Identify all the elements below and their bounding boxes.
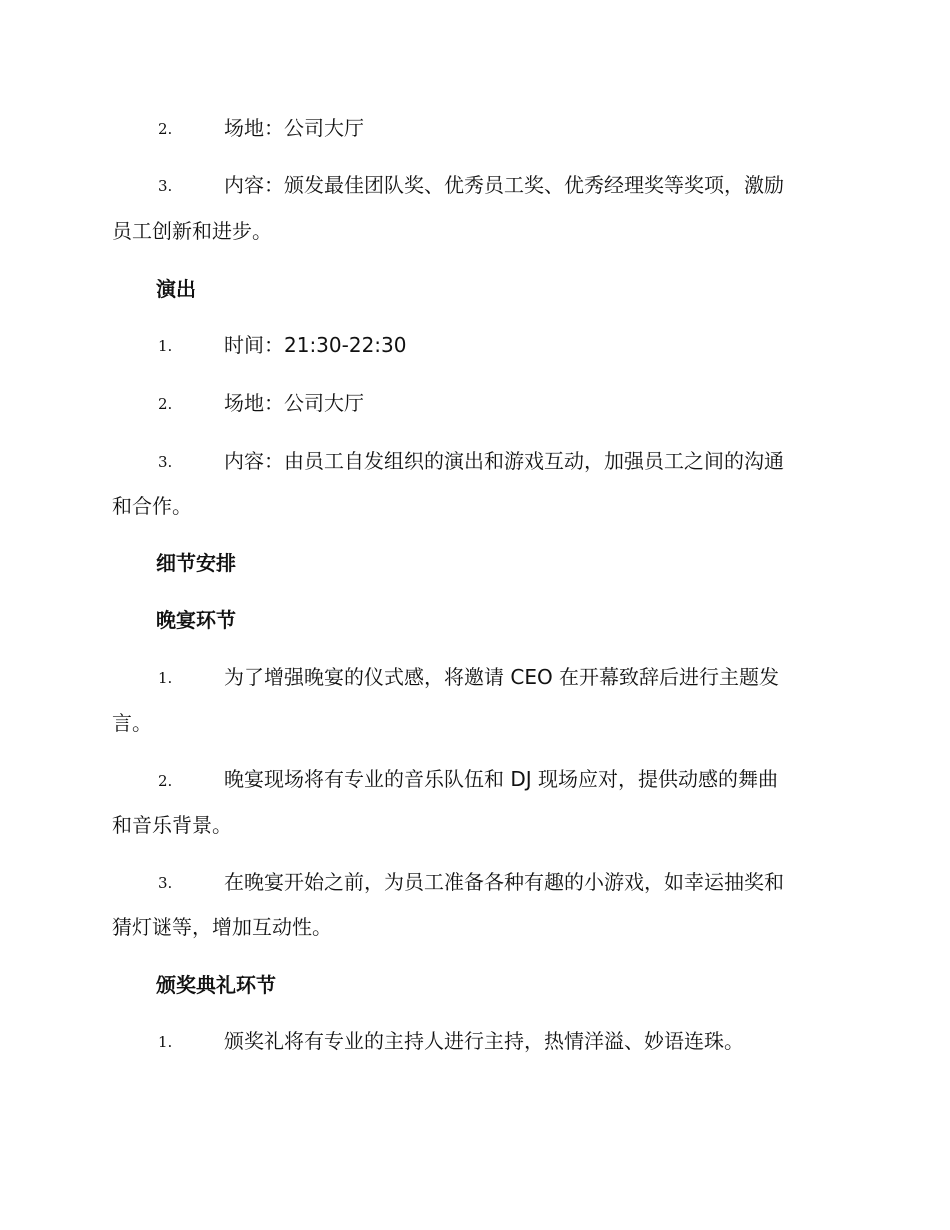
list-number: 2. [158, 772, 173, 790]
list-number: 2. [158, 120, 173, 138]
list-item-text: 内容：颁发最佳团队奖、优秀员工奖、优秀经理奖等奖项，激励 [224, 173, 784, 197]
list-item-text: 在晚宴开始之前，为员工准备各种有趣的小游戏，如幸运抽奖和 [224, 870, 784, 894]
list-item-text: 场地：公司大厅 [224, 391, 364, 415]
section-heading-banquet: 晚宴环节 [156, 608, 236, 632]
list-item-continuation: 和音乐背景。 [112, 813, 232, 837]
list-item-text: 时间：21:30-22:30 [224, 333, 407, 357]
list-item-text: 内容：由员工自发组织的演出和游戏互动，加强员工之间的沟通 [224, 449, 784, 473]
list-item-text: 为了增强晚宴的仪式感，将邀请 CEO 在开幕致辞后进行主题发 [224, 665, 780, 689]
list-item-text: 晚宴现场将有专业的音乐队伍和 DJ 现场应对，提供动感的舞曲 [224, 767, 779, 791]
list-number: 1. [158, 337, 173, 355]
list-item-continuation: 猜灯谜等，增加互动性。 [112, 915, 332, 939]
section-heading-performance: 演出 [156, 277, 196, 301]
list-number: 3. [158, 453, 173, 471]
list-item-continuation: 言。 [112, 711, 152, 735]
section-heading-ceremony: 颁奖典礼环节 [156, 973, 276, 997]
list-item-continuation: 员工创新和进步。 [112, 219, 272, 243]
section-heading-details: 细节安排 [156, 551, 236, 575]
list-number: 2. [158, 395, 173, 413]
list-number: 1. [158, 669, 173, 687]
list-item-continuation: 和合作。 [112, 494, 192, 518]
list-number: 3. [158, 874, 173, 892]
list-item-text: 颁奖礼将有专业的主持人进行主持，热情洋溢、妙语连珠。 [224, 1029, 744, 1053]
list-item-text: 场地：公司大厅 [224, 116, 364, 140]
list-number: 1. [158, 1033, 173, 1051]
list-number: 3. [158, 177, 173, 195]
